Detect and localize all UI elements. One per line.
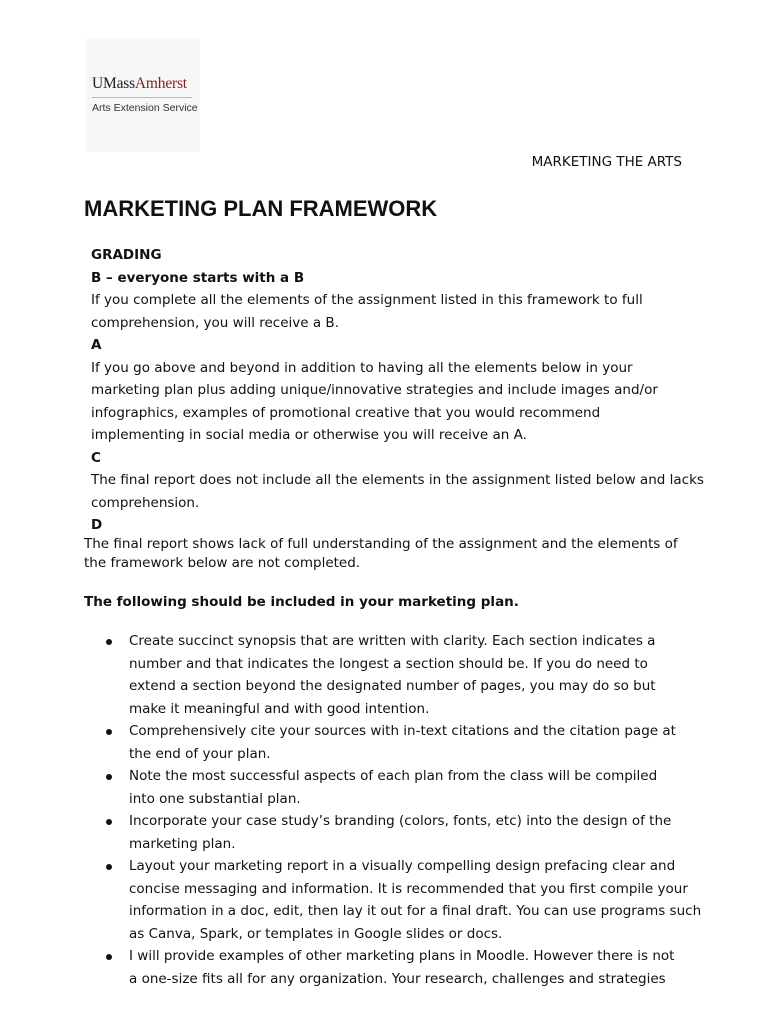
grade-a-text-line: If you go above and beyond in addition to having all the elements below in your — [91, 359, 633, 376]
list-item-line: I will provide examples of other marketing plans in Moodle. However there is not — [129, 948, 675, 964]
list-item-line: number and that indicates the longest a section should be. If you do need to — [129, 655, 648, 672]
logo-divider — [92, 97, 192, 98]
grade-a-heading: A — [91, 337, 102, 353]
grading-heading: GRADING — [91, 247, 162, 263]
list-item-line: Create succinct synopsis that are written with clarity. Each section indicates a — [129, 633, 656, 649]
list-item-line: Layout your marketing report in a visually compelling design prefacing clear and — [129, 858, 676, 874]
course-name: MARKETING THE ARTS — [531, 154, 682, 170]
list-item-line: make it meaningful and with good intention. — [129, 700, 430, 717]
grade-b-text-line: comprehension, you will receive a B. — [91, 314, 339, 331]
list-item-line: concise messaging and information. It is recommended that you first compile your — [129, 880, 688, 897]
list-item — [0, 810, 768, 855]
list-item-line: Incorporate your case study’s branding (colors, fonts, etc) into the design of the — [129, 813, 672, 829]
list-item-line: into one substantial plan. — [129, 790, 301, 807]
list-item-line: the end of your plan. — [129, 745, 271, 762]
bullet-icon — [106, 729, 112, 735]
grading-section — [91, 244, 704, 537]
bullet-icon — [106, 864, 112, 870]
list-item-line: a one-size fits all for any organization. Your research, challenges and strategies — [129, 970, 666, 987]
grade-a-text-line: infographics, examples of promotional creative that you would recommend — [91, 404, 601, 421]
grade-a-text-line: implementing in social media or otherwise you will receive an A. — [91, 427, 527, 443]
bullet-icon — [106, 639, 112, 645]
grade-d-text: The final report shows lack of full understanding of the assignment and the elements of the framework below are not completed. — [84, 536, 678, 571]
grade-b-heading: B – everyone starts with a B — [91, 269, 305, 286]
bullet-icon — [106, 819, 112, 825]
logo-name — [92, 75, 187, 93]
grade-c-heading: C — [91, 449, 101, 466]
grade-c-text-line: comprehension. — [91, 494, 200, 511]
list-item — [0, 765, 768, 810]
logo-name-amherst: Amherst — [134, 75, 187, 92]
grade-c-text-line: The final report does not include all the elements in the assignment listed below and lacks — [91, 472, 704, 488]
list-item — [0, 630, 768, 720]
list-item — [0, 720, 768, 765]
list-item-line: information in a doc, edit, then lay it out for a final draft. You can use programs such — [129, 903, 702, 919]
page-title: MARKETING PLAN FRAMEWORK — [84, 196, 438, 221]
list-item-line: Note the most successful aspects of each plan from the class will be compiled — [129, 768, 658, 784]
grade-b-text-line: If you complete all the elements of the assignment listed in this framework to full — [91, 292, 643, 308]
list-item-line: marketing plan. — [129, 835, 236, 852]
list-item — [0, 945, 768, 990]
umass-amherst-logo — [86, 38, 200, 152]
list-item-line: as Canva, Spark, or templates in Google slides or docs. — [129, 925, 503, 942]
requirements-list — [0, 630, 768, 990]
list-item-line: extend a section beyond the designated number of pages, you may do so but — [129, 678, 656, 694]
logo-subtitle: Arts Extension Service — [92, 102, 198, 114]
bullet-icon — [106, 954, 112, 960]
list-item — [0, 855, 768, 945]
grade-a-text-line: marketing plan plus adding unique/innovative strategies and include images and/or — [91, 382, 658, 398]
bullets-lead: The following should be included in your marketing plan. — [84, 594, 519, 610]
bullet-icon — [106, 774, 112, 780]
list-item-line: Comprehensively cite your sources with in-text citations and the citation page at — [129, 723, 676, 739]
logo-name-umass: UMass — [92, 75, 135, 92]
grade-d-heading: D — [91, 517, 103, 533]
